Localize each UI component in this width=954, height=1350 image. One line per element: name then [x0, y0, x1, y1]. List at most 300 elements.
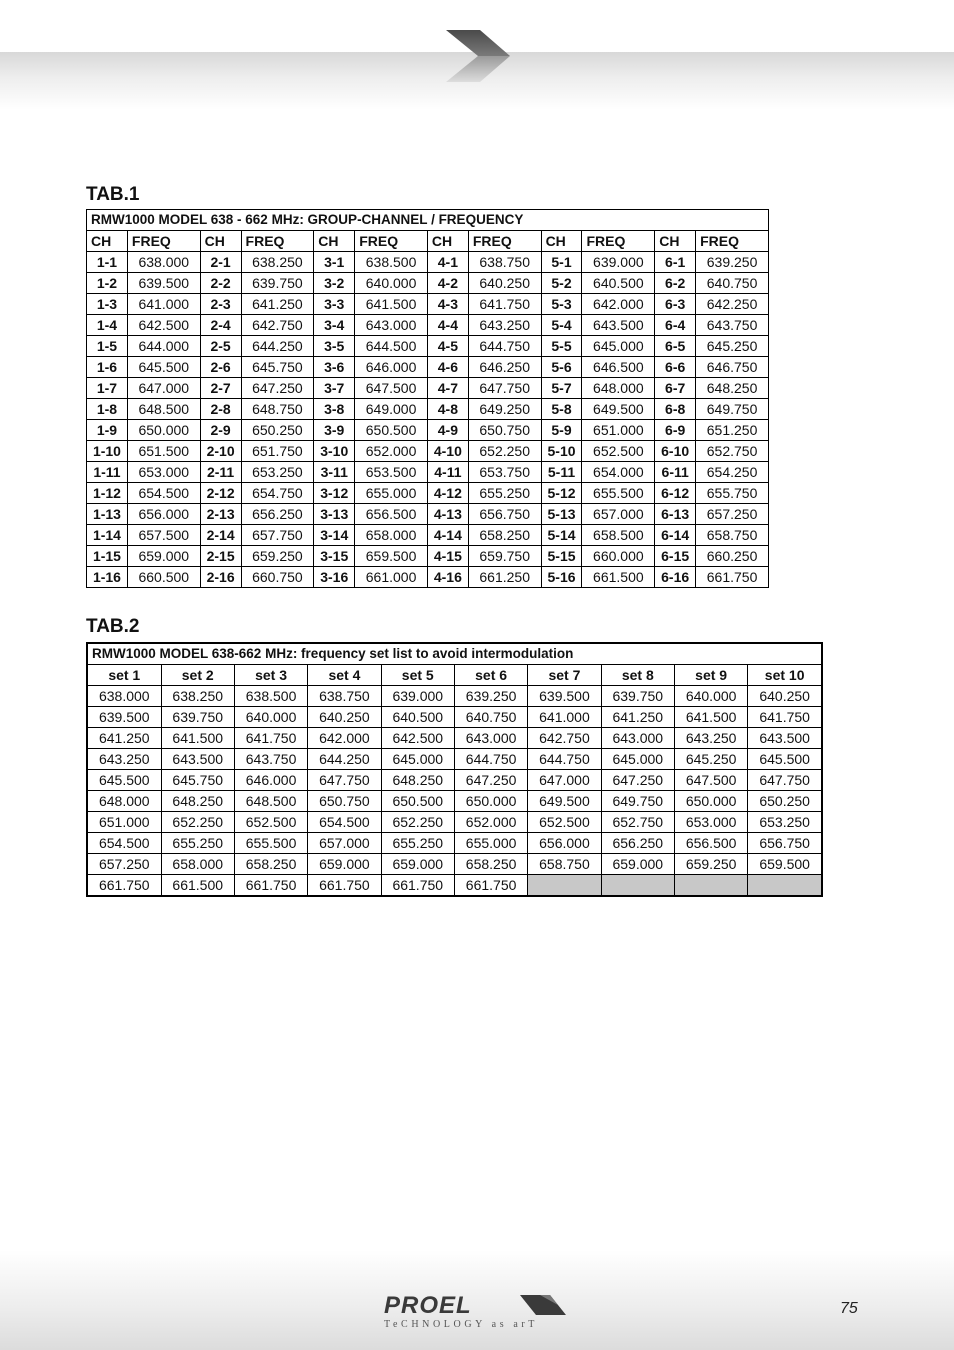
channel-cell: 3-9: [314, 420, 355, 441]
frequency-cell: 653.000: [127, 462, 200, 483]
frequency-cell: 661.250: [468, 567, 541, 588]
channel-cell: 6-6: [655, 357, 696, 378]
frequency-cell: 661.000: [355, 567, 428, 588]
frequency-cell: 640.250: [748, 686, 822, 707]
channel-cell: 5-14: [541, 525, 582, 546]
channel-cell: 5-2: [541, 273, 582, 294]
channel-cell: 5-13: [541, 504, 582, 525]
channel-cell: 3-7: [314, 378, 355, 399]
frequency-cell: 654.750: [241, 483, 314, 504]
frequency-cell: 657.750: [241, 525, 314, 546]
frequency-cell: 652.250: [381, 812, 454, 833]
frequency-cell: 650.000: [674, 791, 747, 812]
frequency-cell: 645.500: [748, 749, 822, 770]
frequency-cell: 642.250: [696, 294, 769, 315]
frequency-cell: 642.500: [127, 315, 200, 336]
frequency-cell: 653.750: [468, 462, 541, 483]
frequency-cell: 660.750: [241, 567, 314, 588]
empty-cell: [674, 875, 747, 897]
frequency-cell: 657.000: [582, 504, 655, 525]
channel-cell: 6-12: [655, 483, 696, 504]
channel-cell: 5-3: [541, 294, 582, 315]
channel-cell: 4-2: [427, 273, 468, 294]
empty-cell: [601, 875, 674, 897]
frequency-cell: 639.500: [528, 686, 601, 707]
frequency-cell: 638.250: [241, 252, 314, 273]
frequency-cell: 649.750: [601, 791, 674, 812]
frequency-cell: 660.250: [696, 546, 769, 567]
frequency-cell: 647.750: [308, 770, 381, 791]
frequency-cell: 643.000: [355, 315, 428, 336]
frequency-cell: 643.750: [234, 749, 307, 770]
frequency-cell: 640.250: [468, 273, 541, 294]
channel-cell: 5-8: [541, 399, 582, 420]
frequency-cell: 644.750: [528, 749, 601, 770]
frequency-cell: 661.750: [308, 875, 381, 897]
channel-cell: 1-9: [87, 420, 128, 441]
frequency-cell: 642.750: [241, 315, 314, 336]
frequency-cell: 658.000: [355, 525, 428, 546]
frequency-cell: 655.000: [454, 833, 527, 854]
frequency-cell: 638.750: [308, 686, 381, 707]
channel-cell: 2-5: [200, 336, 241, 357]
frequency-cell: 648.750: [241, 399, 314, 420]
frequency-cell: 652.500: [234, 812, 307, 833]
channel-cell: 1-7: [87, 378, 128, 399]
frequency-cell: 649.500: [528, 791, 601, 812]
frequency-cell: 639.750: [601, 686, 674, 707]
channel-cell: 5-6: [541, 357, 582, 378]
table-row: [87, 357, 769, 378]
table-body: [87, 686, 822, 897]
table-row: [87, 252, 769, 273]
channel-cell: 4-13: [427, 504, 468, 525]
frequency-cell: 643.500: [161, 749, 234, 770]
frequency-cell: 647.250: [601, 770, 674, 791]
channel-cell: 2-16: [200, 567, 241, 588]
frequency-cell: 657.250: [696, 504, 769, 525]
frequency-cell: 646.000: [355, 357, 428, 378]
channel-cell: 4-6: [427, 357, 468, 378]
frequency-cell: 641.750: [468, 294, 541, 315]
channel-cell: 2-10: [200, 441, 241, 462]
frequency-cell: 650.500: [381, 791, 454, 812]
frequency-cell: 647.250: [454, 770, 527, 791]
frequency-cell: 643.500: [582, 315, 655, 336]
channel-cell: 3-6: [314, 357, 355, 378]
frequency-cell: 655.000: [355, 483, 428, 504]
frequency-cell: 654.500: [87, 833, 161, 854]
frequency-cell: 658.750: [696, 525, 769, 546]
frequency-cell: 640.750: [454, 707, 527, 728]
frequency-cell: 638.250: [161, 686, 234, 707]
channel-cell: 4-7: [427, 378, 468, 399]
channel-cell: 6-16: [655, 567, 696, 588]
frequency-cell: 652.500: [528, 812, 601, 833]
channel-cell: 5-12: [541, 483, 582, 504]
channel-cell: 5-9: [541, 420, 582, 441]
column-header-set: set 5: [381, 665, 454, 686]
table-row: [87, 504, 769, 525]
frequency-cell: 638.750: [468, 252, 541, 273]
frequency-cell: 641.250: [241, 294, 314, 315]
frequency-cell: 647.000: [127, 378, 200, 399]
channel-cell: 3-14: [314, 525, 355, 546]
channel-cell: 4-10: [427, 441, 468, 462]
frequency-cell: 647.000: [528, 770, 601, 791]
frequency-cell: 643.000: [601, 728, 674, 749]
frequency-cell: 654.500: [127, 483, 200, 504]
frequency-cell: 652.750: [696, 441, 769, 462]
frequency-cell: 641.000: [127, 294, 200, 315]
table-row: [87, 525, 769, 546]
frequency-cell: 655.750: [696, 483, 769, 504]
frequency-cell: 648.250: [161, 791, 234, 812]
channel-cell: 3-10: [314, 441, 355, 462]
table-row: [87, 420, 769, 441]
column-header-freq: FREQ: [468, 231, 541, 252]
frequency-cell: 651.500: [127, 441, 200, 462]
column-header-set: set 4: [308, 665, 381, 686]
channel-cell: 4-1: [427, 252, 468, 273]
frequency-cell: 640.000: [234, 707, 307, 728]
channel-cell: 6-9: [655, 420, 696, 441]
frequency-cell: 642.000: [308, 728, 381, 749]
channel-cell: 1-11: [87, 462, 128, 483]
channel-cell: 3-4: [314, 315, 355, 336]
frequency-cell: 657.500: [127, 525, 200, 546]
frequency-cell: 658.250: [468, 525, 541, 546]
frequency-cell: 656.750: [748, 833, 822, 854]
table-row: [87, 854, 822, 875]
channel-cell: 5-5: [541, 336, 582, 357]
table-row: [87, 378, 769, 399]
frequency-cell: 643.750: [696, 315, 769, 336]
frequency-cell: 661.500: [161, 875, 234, 897]
table-row: [87, 749, 822, 770]
frequency-cell: 659.000: [127, 546, 200, 567]
channel-cell: 1-13: [87, 504, 128, 525]
column-header-freq: FREQ: [127, 231, 200, 252]
frequency-cell: 645.500: [127, 357, 200, 378]
channel-cell: 3-1: [314, 252, 355, 273]
tab1-caption: RMW1000 MODEL 638 - 662 MHz: GROUP-CHANNEL / FREQUENCY: [87, 210, 769, 231]
channel-cell: 6-11: [655, 462, 696, 483]
logo-arrow-icon: [520, 1295, 566, 1315]
frequency-cell: 647.750: [748, 770, 822, 791]
frequency-cell: 656.250: [601, 833, 674, 854]
channel-cell: 5-7: [541, 378, 582, 399]
frequency-cell: 653.250: [241, 462, 314, 483]
channel-cell: 5-16: [541, 567, 582, 588]
frequency-cell: 649.500: [582, 399, 655, 420]
frequency-cell: 648.500: [127, 399, 200, 420]
channel-cell: 2-15: [200, 546, 241, 567]
channel-cell: 3-16: [314, 567, 355, 588]
frequency-cell: 641.250: [87, 728, 161, 749]
frequency-cell: 658.250: [234, 854, 307, 875]
frequency-cell: 645.000: [601, 749, 674, 770]
frequency-cell: 659.750: [468, 546, 541, 567]
frequency-cell: 641.250: [601, 707, 674, 728]
frequency-cell: 655.250: [468, 483, 541, 504]
channel-cell: 2-8: [200, 399, 241, 420]
frequency-cell: 638.500: [355, 252, 428, 273]
channel-cell: 6-2: [655, 273, 696, 294]
column-header-ch: CH: [87, 231, 128, 252]
channel-cell: 3-12: [314, 483, 355, 504]
tab1-title: TAB.1: [86, 184, 140, 205]
channel-cell: 4-12: [427, 483, 468, 504]
column-header-set: set 9: [674, 665, 747, 686]
frequency-cell: 659.250: [674, 854, 747, 875]
frequency-cell: 649.000: [355, 399, 428, 420]
frequency-cell: 649.250: [468, 399, 541, 420]
frequency-cell: 661.750: [381, 875, 454, 897]
channel-cell: 4-11: [427, 462, 468, 483]
frequency-cell: 660.500: [127, 567, 200, 588]
channel-cell: 2-14: [200, 525, 241, 546]
column-header-freq: FREQ: [696, 231, 769, 252]
frequency-cell: 650.750: [308, 791, 381, 812]
frequency-cell: 643.500: [748, 728, 822, 749]
frequency-cell: 639.750: [241, 273, 314, 294]
frequency-cell: 645.750: [161, 770, 234, 791]
table-row: [87, 707, 822, 728]
proel-logo: [384, 1292, 574, 1332]
column-header-ch: CH: [655, 231, 696, 252]
channel-cell: 5-1: [541, 252, 582, 273]
channel-cell: 2-11: [200, 462, 241, 483]
column-header-freq: FREQ: [582, 231, 655, 252]
frequency-cell: 640.500: [582, 273, 655, 294]
frequency-cell: 648.250: [381, 770, 454, 791]
channel-cell: 6-7: [655, 378, 696, 399]
table-caption-row: [87, 643, 822, 665]
frequency-cell: 658.750: [528, 854, 601, 875]
channel-cell: 6-3: [655, 294, 696, 315]
frequency-cell: 653.250: [748, 812, 822, 833]
channel-cell: 1-10: [87, 441, 128, 462]
channel-cell: 6-14: [655, 525, 696, 546]
table-row: [87, 483, 769, 504]
channel-cell: 6-8: [655, 399, 696, 420]
channel-cell: 1-5: [87, 336, 128, 357]
channel-cell: 2-3: [200, 294, 241, 315]
channel-cell: 1-14: [87, 525, 128, 546]
column-header-set: set 1: [87, 665, 161, 686]
frequency-cell: 645.500: [87, 770, 161, 791]
frequency-cell: 641.000: [528, 707, 601, 728]
column-header-freq: FREQ: [241, 231, 314, 252]
column-header-set: set 8: [601, 665, 674, 686]
channel-cell: 1-4: [87, 315, 128, 336]
frequency-cell: 643.250: [468, 315, 541, 336]
frequency-cell: 643.250: [87, 749, 161, 770]
frequency-cell: 641.500: [355, 294, 428, 315]
frequency-cell: 658.000: [161, 854, 234, 875]
column-header-ch: CH: [314, 231, 355, 252]
frequency-cell: 659.250: [241, 546, 314, 567]
table-row: [87, 728, 822, 749]
frequency-cell: 650.000: [454, 791, 527, 812]
channel-cell: 5-11: [541, 462, 582, 483]
channel-cell: 1-16: [87, 567, 128, 588]
column-header-ch: CH: [200, 231, 241, 252]
frequency-cell: 655.500: [582, 483, 655, 504]
frequency-cell: 656.750: [468, 504, 541, 525]
frequency-cell: 647.750: [468, 378, 541, 399]
frequency-cell: 659.000: [308, 854, 381, 875]
frequency-cell: 655.250: [161, 833, 234, 854]
frequency-cell: 656.500: [674, 833, 747, 854]
frequency-cell: 652.750: [601, 812, 674, 833]
frequency-cell: 651.000: [582, 420, 655, 441]
frequency-cell: 644.750: [454, 749, 527, 770]
column-header-ch: CH: [541, 231, 582, 252]
channel-cell: 1-3: [87, 294, 128, 315]
frequency-cell: 661.750: [454, 875, 527, 897]
frequency-cell: 645.250: [696, 336, 769, 357]
channel-cell: 2-13: [200, 504, 241, 525]
frequency-cell: 639.000: [582, 252, 655, 273]
channel-cell: 4-16: [427, 567, 468, 588]
channel-frequency-table: [86, 209, 769, 588]
channel-cell: 1-1: [87, 252, 128, 273]
frequency-cell: 650.750: [468, 420, 541, 441]
frequency-cell: 661.500: [582, 567, 655, 588]
column-header-set: set 2: [161, 665, 234, 686]
frequency-cell: 651.750: [241, 441, 314, 462]
frequency-cell: 641.500: [161, 728, 234, 749]
frequency-cell: 646.250: [468, 357, 541, 378]
table-header-row: [87, 231, 769, 252]
frequency-cell: 640.500: [381, 707, 454, 728]
channel-cell: 2-7: [200, 378, 241, 399]
frequency-cell: 652.250: [161, 812, 234, 833]
column-header-set: set 3: [234, 665, 307, 686]
frequency-cell: 645.750: [241, 357, 314, 378]
frequency-cell: 644.750: [468, 336, 541, 357]
frequency-cell: 650.250: [748, 791, 822, 812]
channel-cell: 4-5: [427, 336, 468, 357]
table-row: [87, 294, 769, 315]
frequency-cell: 645.250: [674, 749, 747, 770]
channel-cell: 6-10: [655, 441, 696, 462]
frequency-cell: 647.250: [241, 378, 314, 399]
channel-cell: 1-15: [87, 546, 128, 567]
table-row: [87, 875, 822, 897]
channel-cell: 3-13: [314, 504, 355, 525]
table-row: [87, 833, 822, 854]
channel-cell: 1-8: [87, 399, 128, 420]
channel-cell: 3-8: [314, 399, 355, 420]
frequency-cell: 659.500: [355, 546, 428, 567]
frequency-cell: 659.500: [748, 854, 822, 875]
frequency-cell: 653.000: [674, 812, 747, 833]
channel-cell: 3-5: [314, 336, 355, 357]
table-row: [87, 336, 769, 357]
frequency-cell: 650.500: [355, 420, 428, 441]
channel-cell: 6-4: [655, 315, 696, 336]
frequency-cell: 641.750: [748, 707, 822, 728]
frequency-cell: 642.000: [582, 294, 655, 315]
frequency-cell: 647.500: [674, 770, 747, 791]
channel-cell: 4-15: [427, 546, 468, 567]
frequency-cell: 643.000: [454, 728, 527, 749]
table-row: [87, 546, 769, 567]
channel-cell: 4-14: [427, 525, 468, 546]
channel-cell: 4-8: [427, 399, 468, 420]
frequency-cell: 644.000: [127, 336, 200, 357]
frequency-cell: 646.750: [696, 357, 769, 378]
frequency-cell: 661.750: [696, 567, 769, 588]
frequency-cell: 638.500: [234, 686, 307, 707]
frequency-cell: 655.500: [234, 833, 307, 854]
frequency-cell: 639.500: [127, 273, 200, 294]
channel-cell: 3-2: [314, 273, 355, 294]
column-header-set: set 6: [454, 665, 527, 686]
table-row: [87, 770, 822, 791]
frequency-cell: 654.500: [308, 812, 381, 833]
channel-cell: 1-12: [87, 483, 128, 504]
logo-wordmark: PROEL: [384, 1292, 472, 1319]
frequency-cell: 643.250: [674, 728, 747, 749]
table-row: [87, 399, 769, 420]
frequency-cell: 656.000: [127, 504, 200, 525]
frequency-cell: 652.000: [355, 441, 428, 462]
frequency-cell: 640.000: [674, 686, 747, 707]
frequency-cell: 657.250: [87, 854, 161, 875]
table-row: [87, 273, 769, 294]
table-body: [87, 252, 769, 588]
table-row: [87, 441, 769, 462]
page-number: 75: [840, 1300, 858, 1317]
channel-cell: 6-1: [655, 252, 696, 273]
channel-cell: 5-10: [541, 441, 582, 462]
frequency-cell: 639.500: [87, 707, 161, 728]
frequency-cell: 661.750: [87, 875, 161, 897]
frequency-cell: 648.000: [87, 791, 161, 812]
empty-cell: [748, 875, 822, 897]
frequency-set-table: [86, 642, 823, 897]
frequency-cell: 649.750: [696, 399, 769, 420]
frequency-cell: 652.000: [454, 812, 527, 833]
frequency-cell: 639.000: [381, 686, 454, 707]
frequency-cell: 644.500: [355, 336, 428, 357]
channel-cell: 1-2: [87, 273, 128, 294]
column-header-freq: FREQ: [355, 231, 428, 252]
frequency-cell: 650.000: [127, 420, 200, 441]
column-header-set: set 7: [528, 665, 601, 686]
frequency-cell: 659.000: [381, 854, 454, 875]
channel-cell: 6-13: [655, 504, 696, 525]
frequency-cell: 646.000: [234, 770, 307, 791]
table-caption-row: [87, 210, 769, 231]
frequency-cell: 652.250: [468, 441, 541, 462]
frequency-cell: 639.750: [161, 707, 234, 728]
frequency-cell: 660.000: [582, 546, 655, 567]
channel-cell: 2-12: [200, 483, 241, 504]
frequency-cell: 654.250: [696, 462, 769, 483]
tab2-caption: RMW1000 MODEL 638-662 MHz: frequency set list to avoid intermodulation: [87, 643, 822, 665]
channel-cell: 5-15: [541, 546, 582, 567]
frequency-cell: 658.250: [454, 854, 527, 875]
frequency-cell: 638.000: [87, 686, 161, 707]
table-row: [87, 567, 769, 588]
table-header-row: [87, 665, 822, 686]
column-header-ch: CH: [427, 231, 468, 252]
